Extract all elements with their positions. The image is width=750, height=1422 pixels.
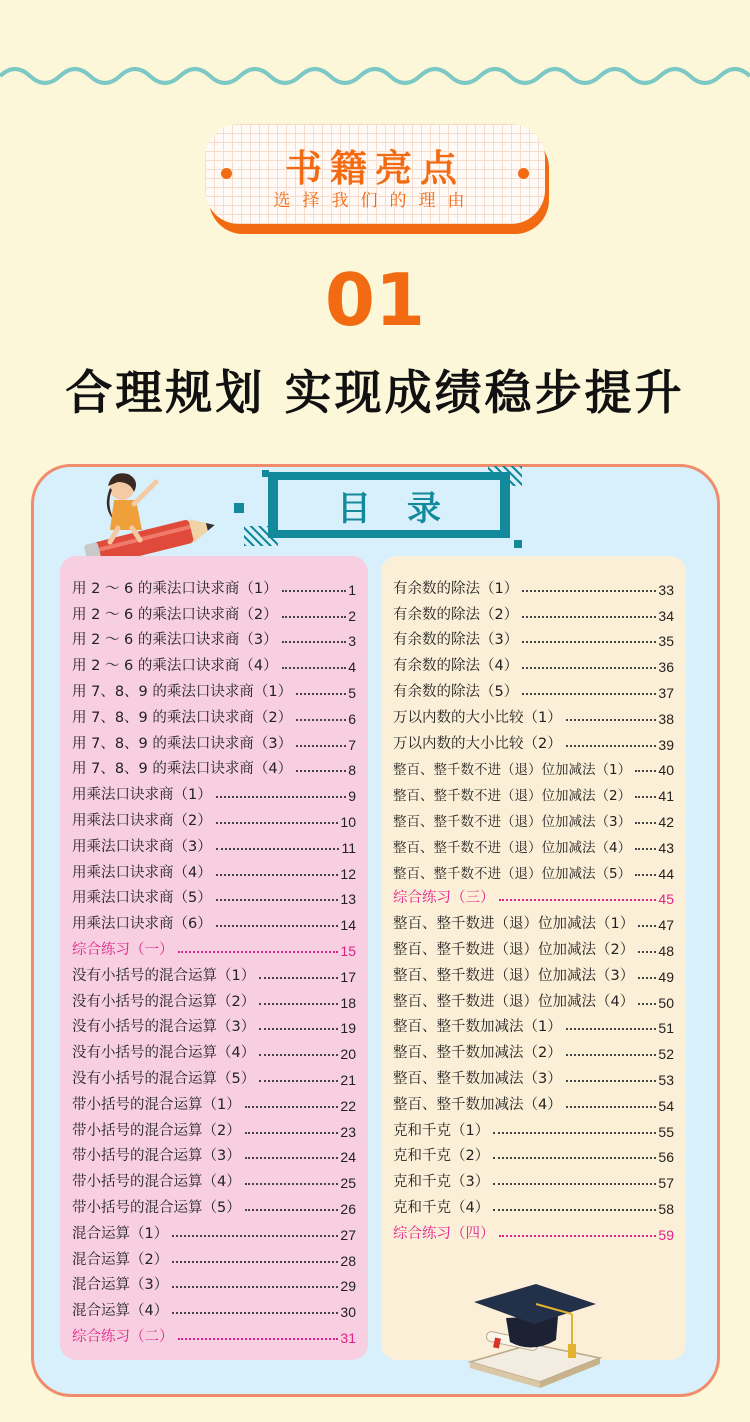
girl-on-pencil-icon	[84, 468, 224, 568]
toc-entry-page: 37	[658, 684, 674, 701]
toc-entry-title: 用乘法口诀求商（4）	[72, 864, 212, 881]
toc-entry-title: 没有小括号的混合运算（2）	[72, 993, 256, 1010]
toc-entry-title: 混合运算（3）	[72, 1277, 169, 1294]
toc-entry-page: 31	[340, 1329, 356, 1346]
toc-entry-title: 用 2 ～ 6 的乘法口诀求商（2）	[72, 606, 278, 623]
toc-entry-page: 48	[658, 942, 674, 959]
toc-entry-title: 整百、整千数不进（退）位加减法（4）	[393, 839, 632, 856]
toc-leader-dots	[566, 1028, 657, 1030]
toc-entry	[393, 1036, 674, 1062]
graduation-cap-book-icon	[460, 1278, 610, 1390]
toc-entry-title: 带小括号的混合运算（2）	[72, 1122, 241, 1139]
badge-title: 书籍亮点	[285, 147, 465, 190]
toc-entry-page: 42	[658, 813, 674, 830]
toc-leader-dots	[178, 1338, 339, 1340]
toc-entry-page: 10	[340, 813, 356, 830]
toc-entry-page: 51	[658, 1020, 674, 1037]
toc-leader-dots	[245, 1209, 339, 1211]
toc-entry-page: 12	[340, 865, 356, 882]
toc-entry-page: 39	[658, 736, 674, 753]
section-headline: 合理规划 实现成绩稳步提升	[65, 366, 685, 421]
toc-leader-dots	[635, 770, 656, 772]
toc-entry-page: 50	[658, 994, 674, 1011]
toc-entry	[72, 1036, 356, 1062]
toc-entry	[72, 701, 356, 727]
toc-entry	[393, 675, 674, 701]
toc-entry	[393, 1114, 674, 1140]
toc-leader-dots	[245, 1132, 339, 1134]
toc-entry	[72, 1243, 356, 1269]
toc-leader-dots	[296, 693, 346, 695]
toc-entry-title: 有余数的除法（4）	[393, 658, 519, 675]
toc-entry-title: 万以内数的大小比较（2）	[393, 735, 562, 752]
toc-leader-dots	[522, 693, 656, 695]
toc-entry-title: 整百、整千数进（退）位加减法（1）	[393, 916, 635, 933]
toc-entry-page: 49	[658, 968, 674, 985]
toc-entry-page: 26	[340, 1200, 356, 1217]
toc-entry-title: 有余数的除法（2）	[393, 606, 519, 623]
toc-leader-dots	[282, 590, 347, 592]
toc-entry-title: 用 7、8、9 的乘法口诀求商（2）	[72, 709, 293, 726]
toc-entry	[72, 882, 356, 908]
badge-subtitle: 选择我们的理由	[273, 191, 477, 211]
toc-entry-page: 18	[340, 994, 356, 1011]
toc-entry-page: 14	[340, 917, 356, 934]
toc-entry	[393, 1011, 674, 1037]
toc-leader-dots	[216, 796, 346, 798]
toc-entry-title: 万以内数的大小比较（1）	[393, 709, 562, 726]
toc-entry	[72, 830, 356, 856]
toc-leader-dots	[566, 719, 657, 721]
section-number: 01	[324, 258, 426, 342]
toc-leader-dots	[522, 667, 656, 669]
toc-entry-title: 综合练习（一）	[72, 941, 174, 958]
toc-leader-dots	[522, 616, 656, 618]
toc-entry-title: 用乘法口诀求商（5）	[72, 890, 212, 907]
toc-leader-dots	[259, 1054, 338, 1056]
toc-entry-title: 克和千克（1）	[393, 1122, 490, 1139]
toc-entry-page: 28	[340, 1252, 356, 1269]
toc-entry-title: 用 7、8、9 的乘法口诀求商（4）	[72, 761, 293, 778]
toc-entry-page: 29	[340, 1278, 356, 1295]
toc-entry-title: 用乘法口诀求商（1）	[72, 787, 212, 804]
toc-entry-page: 21	[340, 1071, 356, 1088]
toc-leader-dots	[499, 899, 657, 901]
toc-entry	[72, 985, 356, 1011]
toc-left-column	[60, 556, 368, 1360]
toc-entry-page: 52	[658, 1046, 674, 1063]
toc-entry	[393, 727, 674, 753]
toc-entry-title: 混合运算（2）	[72, 1251, 169, 1268]
toc-entry-title: 克和千克（2）	[393, 1148, 490, 1165]
toc-entry	[72, 598, 356, 624]
toc-entry	[393, 804, 674, 830]
toc-entry	[72, 856, 356, 882]
toc-entry	[72, 649, 356, 675]
toc-entry	[393, 649, 674, 675]
toc-entry-page: 20	[340, 1046, 356, 1063]
toc-entry-page: 19	[340, 1020, 356, 1037]
toc-review-entry	[72, 933, 356, 959]
toc-entry-title: 综合练习（二）	[72, 1328, 174, 1345]
toc-entry-title: 克和千克（3）	[393, 1174, 490, 1191]
toc-entry-page: 4	[348, 659, 356, 676]
deco-square	[514, 540, 522, 548]
toc-entry	[72, 1088, 356, 1114]
toc-entry-page: 47	[658, 917, 674, 934]
toc-entry-title: 整百、整千数加减法（3）	[393, 1070, 562, 1087]
toc-leader-dots	[522, 641, 656, 643]
toc-review-entry	[393, 1217, 674, 1243]
toc-entry	[393, 1140, 674, 1166]
toc-entry-page: 33	[658, 581, 674, 598]
toc-entry	[72, 1191, 356, 1217]
toc-entry	[393, 933, 674, 959]
toc-entry-page: 15	[340, 942, 356, 959]
toc-leader-dots	[493, 1132, 656, 1134]
toc-entry-page: 25	[340, 1175, 356, 1192]
toc-entry	[72, 753, 356, 779]
toc-entry-page: 6	[348, 710, 356, 727]
badge-card	[205, 124, 545, 224]
toc-entry-page: 59	[658, 1226, 674, 1243]
toc-entry-title: 整百、整千数进（退）位加减法（3）	[393, 967, 635, 984]
toc-title-bar	[268, 472, 510, 538]
toc-entry	[393, 907, 674, 933]
toc-leader-dots	[296, 770, 346, 772]
toc-entry-page: 41	[658, 788, 674, 805]
toc-entry	[72, 1011, 356, 1037]
toc-entry-page: 7	[348, 736, 356, 753]
toc-entry-title: 用乘法口诀求商（3）	[72, 838, 212, 855]
toc-entry-title: 有余数的除法（1）	[393, 580, 519, 597]
toc-entry	[393, 1062, 674, 1088]
toc-entry-title: 整百、整千数不进（退）位加减法（3）	[393, 813, 632, 830]
toc-entry-title: 整百、整千数不进（退）位加减法（2）	[393, 788, 632, 805]
toc-entry	[72, 1165, 356, 1191]
toc-entry-page: 40	[658, 762, 674, 779]
toc-entry-page: 35	[658, 633, 674, 650]
toc-entry	[72, 1217, 356, 1243]
toc-entry-page: 3	[348, 633, 356, 650]
toc-leader-dots	[216, 874, 339, 876]
toc-entry-page: 9	[348, 788, 356, 805]
toc-entry-title: 整百、整千数加减法（2）	[393, 1045, 562, 1062]
toc-leader-dots	[259, 1003, 338, 1005]
toc-entry-title: 整百、整千数加减法（1）	[393, 1019, 562, 1036]
toc-entry-title: 整百、整千数加减法（4）	[393, 1096, 562, 1113]
toc-entry	[393, 959, 674, 985]
toc-leader-dots	[493, 1183, 656, 1185]
toc-entry	[393, 1165, 674, 1191]
toc-entry-title: 有余数的除法（3）	[393, 632, 519, 649]
toc-entry-title: 用 7、8、9 的乘法口诀求商（3）	[72, 735, 293, 752]
toc-entry	[393, 1191, 674, 1217]
toc-leader-dots	[178, 951, 339, 953]
toc-entry	[393, 598, 674, 624]
toc-entry-page: 34	[658, 607, 674, 624]
toc-entry	[393, 753, 674, 779]
toc-entry-title: 带小括号的混合运算（3）	[72, 1148, 241, 1165]
toc-entry-title: 整百、整千数不进（退）位加减法（5）	[393, 865, 632, 882]
toc-entry-title: 整百、整千数不进（退）位加减法（1）	[393, 762, 632, 779]
toc-entry-title: 用 2 ～ 6 的乘法口诀求商（4）	[72, 658, 278, 675]
toc-entry-page: 58	[658, 1200, 674, 1217]
wavy-border	[0, 60, 750, 90]
toc-entry	[72, 727, 356, 753]
toc-entry	[393, 1088, 674, 1114]
toc-entry	[72, 907, 356, 933]
toc-entry-title: 带小括号的混合运算（4）	[72, 1174, 241, 1191]
toc-entry-title: 综合练习（四）	[393, 1225, 495, 1242]
toc-entry-page: 43	[658, 839, 674, 856]
toc-entry	[393, 830, 674, 856]
toc-entry	[393, 778, 674, 804]
toc-review-entry	[72, 1320, 356, 1346]
toc-entry-title: 克和千克（4）	[393, 1199, 490, 1216]
toc-leader-dots	[635, 796, 656, 798]
toc-leader-dots	[522, 590, 656, 592]
toc-leader-dots	[245, 1157, 339, 1159]
toc-leader-dots	[638, 925, 656, 927]
toc-entry-page: 30	[340, 1304, 356, 1321]
toc-leader-dots	[566, 1106, 657, 1108]
toc-entry	[72, 1140, 356, 1166]
toc-leader-dots	[499, 1235, 657, 1237]
toc-entry-title: 用乘法口诀求商（2）	[72, 812, 212, 829]
toc-entry-title: 混合运算（1）	[72, 1225, 169, 1242]
toc-entry-title: 整百、整千数进（退）位加减法（2）	[393, 941, 635, 958]
toc-leader-dots	[282, 641, 347, 643]
toc-entry-title: 用 2 ～ 6 的乘法口诀求商（3）	[72, 632, 278, 649]
toc-entry	[72, 1294, 356, 1320]
toc-leader-dots	[245, 1106, 339, 1108]
toc-leader-dots	[172, 1261, 338, 1263]
toc-entry-page: 53	[658, 1071, 674, 1088]
toc-entry	[393, 701, 674, 727]
toc-leader-dots	[259, 977, 338, 979]
toc-leader-dots	[245, 1183, 339, 1185]
toc-entry-page: 44	[658, 865, 674, 882]
toc-entry-page: 24	[340, 1149, 356, 1166]
toc-entry-page: 55	[658, 1123, 674, 1140]
toc-leader-dots	[216, 899, 339, 901]
toc-leader-dots	[282, 616, 347, 618]
toc-leader-dots	[172, 1286, 338, 1288]
toc-entry-page: 27	[340, 1226, 356, 1243]
toc-entry-title: 没有小括号的混合运算（1）	[72, 967, 256, 984]
toc-entry-page: 45	[658, 891, 674, 908]
toc-leader-dots	[566, 1054, 657, 1056]
toc-entry-page: 56	[658, 1149, 674, 1166]
toc-entry-page: 1	[348, 581, 356, 598]
toc-review-entry	[393, 882, 674, 908]
toc-leader-dots	[635, 822, 656, 824]
toc-entry	[72, 675, 356, 701]
toc-entry-page: 54	[658, 1097, 674, 1114]
toc-leader-dots	[282, 667, 347, 669]
highlight-badge	[205, 124, 550, 236]
toc-right-column	[381, 556, 686, 1360]
toc-entry	[72, 778, 356, 804]
toc-entry	[72, 572, 356, 598]
toc-leader-dots	[172, 1312, 338, 1314]
toc-leader-dots	[638, 951, 656, 953]
toc-entry	[72, 1062, 356, 1088]
toc-entry	[393, 985, 674, 1011]
toc-entry-page: 36	[658, 659, 674, 676]
toc-entry-page: 23	[340, 1123, 356, 1140]
toc-leader-dots	[216, 925, 339, 927]
toc-entry	[72, 959, 356, 985]
toc-entry-page: 17	[340, 968, 356, 985]
toc-entry-page: 2	[348, 607, 356, 624]
toc-entry-title: 用乘法口诀求商（6）	[72, 916, 212, 933]
toc-entry-title: 带小括号的混合运算（5）	[72, 1199, 241, 1216]
toc-leader-dots	[493, 1209, 656, 1211]
toc-entry-title: 用 2 ～ 6 的乘法口诀求商（1）	[72, 580, 278, 597]
toc-entry	[72, 1114, 356, 1140]
toc-entry-page: 38	[658, 710, 674, 727]
toc-entry-page: 13	[340, 891, 356, 908]
toc-leader-dots	[638, 1003, 656, 1005]
toc-leader-dots	[638, 977, 656, 979]
toc-entry-title: 没有小括号的混合运算（3）	[72, 1019, 256, 1036]
toc-leader-dots	[296, 745, 346, 747]
toc-leader-dots	[216, 822, 339, 824]
toc-entry-page: 11	[341, 839, 356, 856]
toc-leader-dots	[259, 1028, 338, 1030]
toc-leader-dots	[566, 1080, 657, 1082]
toc-entry	[393, 624, 674, 650]
toc-leader-dots	[296, 719, 346, 721]
toc-entry-title: 综合练习（三）	[393, 890, 495, 907]
toc-entry-title: 整百、整千数进（退）位加减法（4）	[393, 993, 635, 1010]
toc-entry	[393, 572, 674, 598]
toc-entry-title: 用 7、8、9 的乘法口诀求商（1）	[72, 683, 293, 700]
toc-entry-page: 5	[348, 684, 356, 701]
toc-entry-page: 22	[340, 1097, 356, 1114]
toc-leader-dots	[216, 848, 340, 850]
toc-entry-title: 混合运算（4）	[72, 1303, 169, 1320]
toc-leader-dots	[566, 745, 657, 747]
toc-leader-dots	[259, 1080, 338, 1082]
toc-entry	[72, 1269, 356, 1295]
toc-entry-title: 有余数的除法（5）	[393, 683, 519, 700]
toc-title: 目录	[278, 480, 500, 530]
deco-square	[234, 503, 244, 513]
toc-entry-title: 没有小括号的混合运算（4）	[72, 1045, 256, 1062]
toc-entry	[72, 804, 356, 830]
toc-entry-page: 57	[658, 1175, 674, 1192]
toc-leader-dots	[635, 848, 656, 850]
toc-leader-dots	[172, 1235, 338, 1237]
toc-entry-title: 没有小括号的混合运算（5）	[72, 1070, 256, 1087]
toc-entry-page: 8	[348, 762, 356, 779]
toc-entry	[72, 624, 356, 650]
toc-leader-dots	[635, 874, 656, 876]
toc-leader-dots	[493, 1157, 656, 1159]
toc-entry-title: 带小括号的混合运算（1）	[72, 1096, 241, 1113]
toc-entry	[393, 856, 674, 882]
